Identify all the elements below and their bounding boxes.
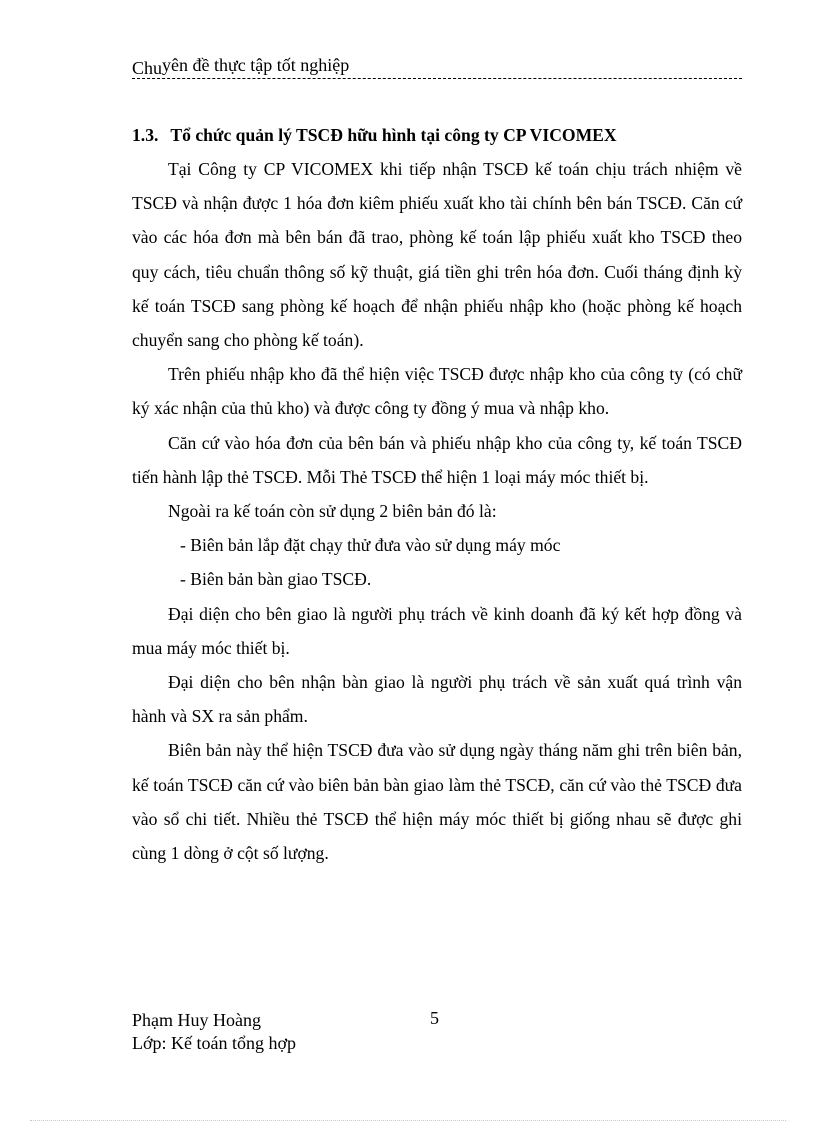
paragraph-6: Đại diện cho bên nhận bàn giao là người phụ trách về sản xuất quá trình vận hành và SX ra sản phẩm. xyxy=(132,672,742,727)
paragraph-7: Biên bản này thể hiện TSCĐ đưa vào sử dụng ngày tháng năm ghi trên biên bản, kế toán TSCĐ căn cứ vào biên bản bàn giao làm thẻ TSCĐ, căn cứ vào thẻ TSCĐ đưa vào sổ chi tiết. Nhiều thẻ TSCĐ thể hiện máy móc thiết bị giống nhau sẽ được ghi cùng 1 dòng ở cột số lượng. xyxy=(132,740,742,864)
header-title: yên đề thực tập tốt nghiệp xyxy=(162,55,350,75)
section-title: Tổ chức quản lý TSCĐ hữu hình tại công ty CP VICOMEX xyxy=(170,125,617,145)
section-number: 1.3. xyxy=(132,125,159,145)
section-heading xyxy=(132,118,742,152)
bullet-item-2: - Biên bản bàn giao TSCĐ. xyxy=(180,569,372,590)
footer-class: Lớp: Kế toán tổng hợp xyxy=(132,1033,297,1053)
footer-author: Phạm Huy Hoàng xyxy=(132,1010,261,1030)
bullet-item-1: - Biên bản lắp đặt chạy thử đưa vào sử dụng máy móc xyxy=(180,535,561,556)
paragraph-5: Đại diện cho bên giao là người phụ trách về kinh doanh đã ký kết hợp đồng và mua máy móc thiết bị. xyxy=(132,603,742,658)
page-header xyxy=(132,54,742,79)
paragraph-1: Tại Công ty CP VICOMEX khi tiếp nhận TSCĐ kế toán chịu trách nhiệm về TSCĐ và nhận được 1 hóa đơn kiêm phiếu xuất kho tài chính bên bán TSCĐ. Căn cứ vào các hóa đơn mà bên bán đã trao, phòng kế toán lập phiếu xuất kho TSCĐ theo quy cách, tiêu chuẩn thông số kỹ thuật, giá tiền ghi trên hóa đơn. Cuối tháng định kỳ kế toán TSCĐ sang phòng kế hoạch để nhận phiếu nhập kho (hoặc phòng kế hoạch chuyển sang cho phòng kế toán). xyxy=(132,159,742,351)
page-number: 5 xyxy=(430,1008,439,1028)
paragraph-4: Ngoài ra kế toán còn sử dụng 2 biên bản đó là: xyxy=(168,501,497,522)
paragraph-3: Căn cứ vào hóa đơn của bên bán và phiếu nhập kho của công ty, kế toán TSCĐ tiến hành lập thẻ TSCĐ. Mỗi Thẻ TSCĐ thể hiện 1 loại máy móc thiết bị. xyxy=(132,432,742,487)
paragraph-2: Trên phiếu nhập kho đã thể hiện việc TSCĐ được nhập kho của công ty (có chữ ký xác nhận của thủ kho) và được công ty đồng ý mua và nhập kho. xyxy=(132,364,742,419)
header-title-prefix: Chu xyxy=(132,58,163,78)
document-body xyxy=(132,118,742,870)
page-bottom-divider xyxy=(30,1120,786,1121)
